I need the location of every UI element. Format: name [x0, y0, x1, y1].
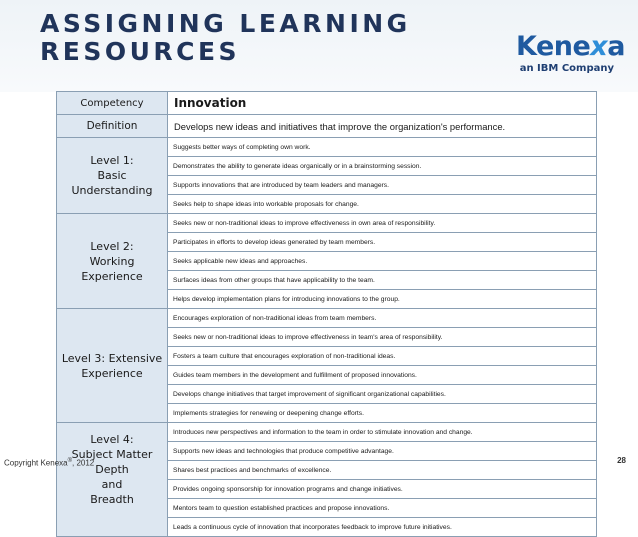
copyright-year: , 2012 [72, 458, 95, 468]
behavior-text: Demonstrates the ability to generate ideas organically or in a brainstorming session. [168, 157, 597, 176]
behavior-text: Implements strategies for renewing or deepening change efforts. [168, 404, 597, 423]
copyright-text: Copyright Kenexa [4, 458, 68, 468]
behavior-text: Fosters a team culture that encourages exploration of non-traditional ideas. [168, 347, 597, 366]
behavior-text: Seeks new or non-traditional ideas to improve effectiveness in own area of responsibility. [168, 214, 597, 233]
behavior-row [57, 138, 597, 157]
behavior-text: Guides team members in the development and fulfillment of proposed innovations. [168, 366, 597, 385]
behavior-text: Leads a continuous cycle of innovation that incorporates feedback to improve future initiatives. [168, 518, 597, 537]
behavior-text: Develops change initiatives that target improvement of significant organizational capabilities. [168, 385, 597, 404]
behavior-text: Seeks applicable new ideas and approaches. [168, 252, 597, 271]
behavior-text: Seeks new or non-traditional ideas to improve effectiveness in team's area of responsibility. [168, 328, 597, 347]
page-number: 28 [617, 456, 626, 465]
level-name-4: Level 4: Subject Matter Depth and Breadth [57, 423, 168, 537]
copyright [4, 458, 94, 468]
logo-x: x [590, 31, 608, 62]
definition-label: Definition [57, 115, 168, 138]
behavior-text: Suggests better ways of completing own work. [168, 138, 597, 157]
definition-row [57, 115, 597, 138]
competency-label: Competency [57, 92, 168, 115]
title-line-2: RESOURCES [40, 37, 241, 66]
behavior-text: Seeks help to shape ideas into workable proposals for change. [168, 195, 597, 214]
behavior-text: Participates in efforts to develop ideas generated by team members. [168, 233, 597, 252]
competency-table [56, 91, 597, 537]
behavior-text: Introduces new perspectives and information to the team in order to stimulate innovation and change. [168, 423, 597, 442]
title-line-1: ASSIGNING LEARNING [40, 9, 411, 38]
behavior-text: Encourages exploration of non-traditional ideas from team members. [168, 309, 597, 328]
registered-mark: ® [67, 458, 73, 464]
level-name-3: Level 3: Extensive Experience [57, 309, 168, 423]
logo-tagline: an IBM Company [519, 63, 614, 74]
behavior-text: Helps develop implementation plans for introducing innovations to the group. [168, 290, 597, 309]
behavior-text: Provides ongoing sponsorship for innovation programs and change initiatives. [168, 480, 597, 499]
kenexa-logo [516, 31, 625, 80]
behavior-text: Shares best practices and benchmarks of excellence. [168, 461, 597, 480]
behavior-row [57, 214, 597, 233]
logo-wordmark [516, 31, 625, 62]
definition-value: Develops new ideas and initiatives that improve the organization's performance. [168, 115, 597, 138]
behavior-row [57, 423, 597, 442]
level-name-2: Level 2: Working Experience [57, 214, 168, 309]
logo-prefix: Kene [516, 31, 591, 62]
behavior-row [57, 309, 597, 328]
logo-suffix: a [607, 31, 625, 62]
behavior-text: Surfaces ideas from other groups that have applicability to the team. [168, 271, 597, 290]
slide-title [40, 10, 411, 66]
behavior-text: Supports innovations that are introduced by team leaders and managers. [168, 176, 597, 195]
behavior-text: Supports new ideas and technologies that produce competitive advantage. [168, 442, 597, 461]
behavior-text: Mentors team to question established practices and propose innovations. [168, 499, 597, 518]
competency-value: Innovation [168, 92, 597, 115]
level-name-1: Level 1: Basic Understanding [57, 138, 168, 214]
competency-row [57, 92, 597, 115]
